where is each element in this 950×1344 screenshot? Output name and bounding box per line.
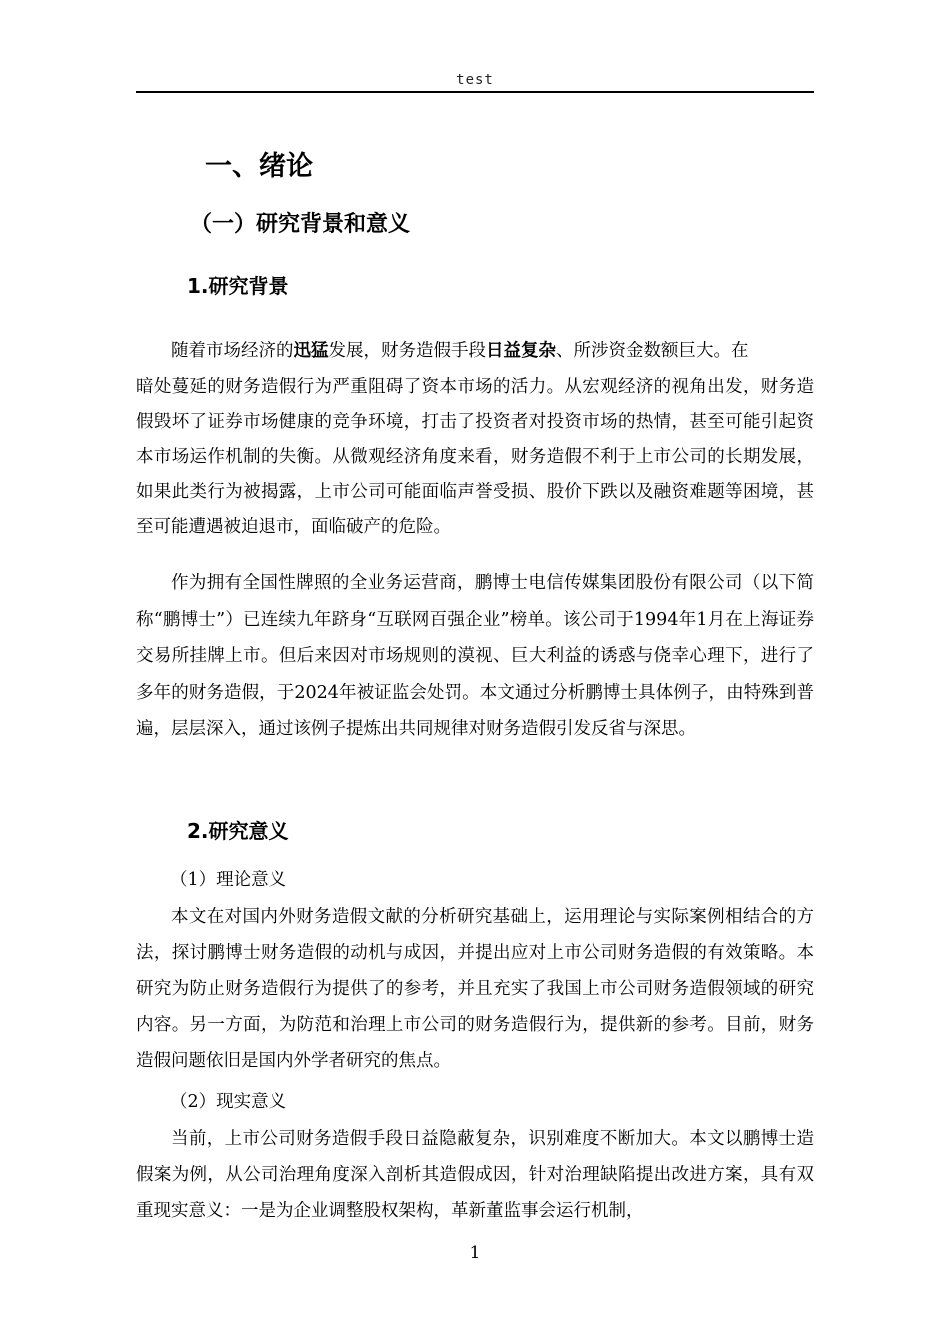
practice-subtitle: （2）现实意义 [170, 1092, 287, 1112]
text-run-bold: 迅猛 [293, 341, 329, 361]
chapter-title: 一、绪论 [205, 151, 313, 182]
page-number: 1 [469, 1243, 481, 1263]
background-para2: 作为拥有全国性牌照的全业务运营商，鹏博士电信传媒集团股份有限公司（以下简称“鹏博士”）已连续九年跻身“互联网百强企业”榜单。该公司于1994年1月在上海证券交易所挂牌上市。但后来因对市场规则的漠视、巨大利益的诱惑与侥幸心理下，进行了多年的财务造假，于2024年被证监会处罚。本文通过分析鹏博士具体例子，由特殊到普遍，层层深入，通过该例子提炼出共同规律对财务造假引发反省与深思。 [136, 573, 814, 739]
significance-heading: 2.研究意义 [187, 819, 289, 843]
theory-subtitle: （1）理论意义 [170, 870, 287, 890]
text-run: 发展，财务造假手段 [328, 341, 486, 361]
background-heading: 1.研究背景 [187, 274, 289, 298]
theory-paragraph: 本文在对国内外财务造假文献的分析研究基础上，运用理论与实际案例相结合的方法，探讨鹏博士财务造假的动机与成因，并提出应对上市公司财务造假的有效策略。本研究为防止财务造假行为提供了的参考，并且充实了我国上市公司财务造假领域的研究内容。另一方面，为防范和治理上市公司的财务造假行为，提供新的参考。目前，财务造假问题依旧是国内外学者研究的焦点。 [136, 907, 814, 1071]
practice-paragraph: 当前，上市公司财务造假手段日益隐蔽复杂，识别难度不断加大。本文以鹏博士造假案为例，从公司治理角度深入剖析其造假成因，针对治理缺陷提出改进方案，具有双重现实意义：一是为企业调整股权架构，革新董监事会运行机制， [136, 1129, 814, 1221]
text-run: 随着市场经济的 [171, 341, 294, 361]
background-para1-rest: 暗处蔓延的财务造假行为严重阻碍了资本市场的活力。从宏观经济的视角出发，财务造假毁坏了证券市场健康的竞争环境，打击了投资者对投资市场的热情，甚至可能引起资本市场运作机制的失衡。从微观经济角度来看，财务造假不利于上市公司的长期发展，如果此类行为被揭露，上市公司可能面临声誉受损、股价下跌以及融资难题等困境，甚至可能遭遇被迫退市，面临破产的危险。 [136, 377, 814, 537]
header-divider [136, 91, 814, 93]
page-header: test [456, 72, 494, 88]
background-para1-first-line [136, 333, 814, 370]
text-run: 、所涉资金数额巨大。在 [556, 341, 749, 361]
text-run-bold: 日益复杂 [486, 341, 556, 361]
section-title: （一）研究背景和意义 [190, 212, 411, 237]
